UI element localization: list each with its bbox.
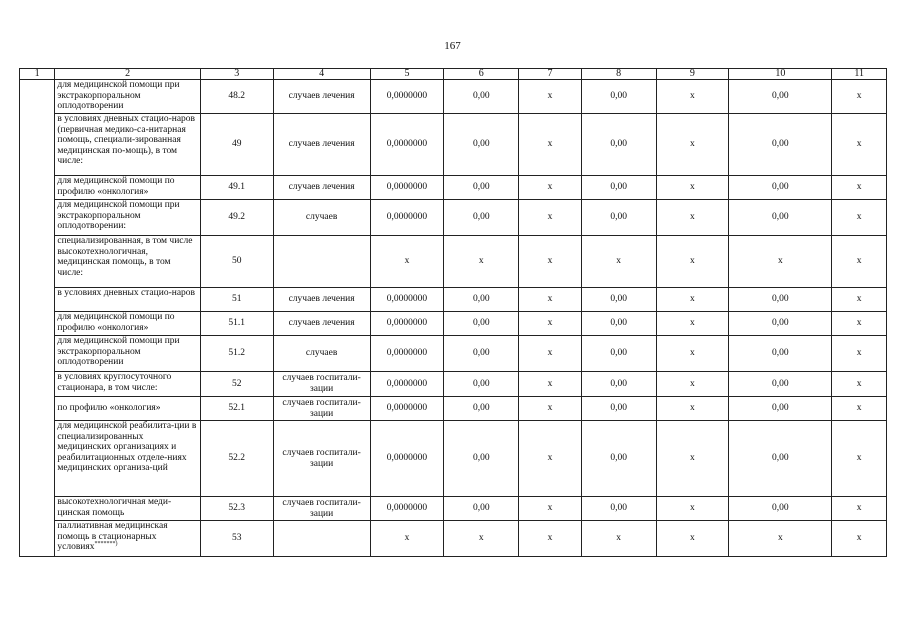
- cell-col10: 0,00: [729, 497, 832, 521]
- column-header: 10: [729, 69, 832, 80]
- cell-col7: x: [519, 397, 582, 421]
- cell-col5: 0,0000000: [370, 497, 444, 521]
- row-number: 51: [200, 288, 273, 312]
- cell-col9: x: [656, 397, 729, 421]
- row-unit: случаев госпитали-зации: [273, 421, 370, 497]
- row-unit: случаев лечения: [273, 288, 370, 312]
- table-row: [20, 336, 887, 372]
- cell-col5: x: [370, 521, 444, 557]
- table-row: [20, 497, 887, 521]
- cell-col6: 0,00: [444, 80, 519, 114]
- cell-col8: 0,00: [581, 497, 656, 521]
- cell-col6: 0,00: [444, 372, 519, 397]
- row-unit: случаев лечения: [273, 114, 370, 176]
- column-header: 5: [370, 69, 444, 80]
- cell-col11: x: [832, 288, 887, 312]
- row-name: специализированная, в том числе высокотехнологичная, медицинская помощь, в том числе:: [55, 236, 201, 288]
- cell-col7: x: [519, 497, 582, 521]
- page-number: 167: [444, 40, 461, 52]
- cell-col9: x: [656, 421, 729, 497]
- cell-col6: x: [444, 521, 519, 557]
- row-number: 49: [200, 114, 273, 176]
- cell-col10: 0,00: [729, 288, 832, 312]
- cell-col8: 0,00: [581, 421, 656, 497]
- cell-col11: x: [832, 497, 887, 521]
- cell-col11: x: [832, 312, 887, 336]
- cell-col10: 0,00: [729, 176, 832, 200]
- data-table: [19, 68, 887, 557]
- column-header: 9: [656, 69, 729, 80]
- cell-col7: x: [519, 176, 582, 200]
- row-unit: [273, 236, 370, 288]
- cell-col11: x: [832, 176, 887, 200]
- row-unit: случаев госпитали-зации: [273, 497, 370, 521]
- row-unit: случаев лечения: [273, 312, 370, 336]
- table-row: [20, 312, 887, 336]
- cell-col10: 0,00: [729, 312, 832, 336]
- cell-col11: x: [832, 114, 887, 176]
- table-row: [20, 176, 887, 200]
- cell-col11: x: [832, 421, 887, 497]
- row-number: 52.3: [200, 497, 273, 521]
- cell-col5: 0,0000000: [370, 114, 444, 176]
- cell-col11: x: [832, 336, 887, 372]
- table-row: [20, 200, 887, 236]
- cell-col5: 0,0000000: [370, 80, 444, 114]
- cell-col7: x: [519, 114, 582, 176]
- footnote-marker: *******): [94, 541, 118, 548]
- cell-col5: 0,0000000: [370, 421, 444, 497]
- cell-col5: 0,0000000: [370, 397, 444, 421]
- cell-col5: x: [370, 236, 444, 288]
- row-unit: случаев лечения: [273, 80, 370, 114]
- row-number: 52.1: [200, 397, 273, 421]
- cell-col9: x: [656, 236, 729, 288]
- cell-col10: 0,00: [729, 372, 832, 397]
- column-header: 4: [273, 69, 370, 80]
- row-name: для медицинской помощи по профилю «онкология»: [55, 312, 201, 336]
- row-name: в условиях круглосуточного стационара, в том числе:: [55, 372, 201, 397]
- cell-col7: x: [519, 288, 582, 312]
- cell-col7: x: [519, 200, 582, 236]
- row-group-cell: [20, 80, 55, 557]
- cell-col6: 0,00: [444, 397, 519, 421]
- row-unit: [273, 521, 370, 557]
- row-unit: случаев госпитали-зации: [273, 397, 370, 421]
- cell-col5: 0,0000000: [370, 200, 444, 236]
- header-row: [20, 69, 887, 80]
- cell-col11: x: [832, 397, 887, 421]
- row-number: 51.1: [200, 312, 273, 336]
- row-unit: случаев: [273, 336, 370, 372]
- cell-col8: 0,00: [581, 336, 656, 372]
- cell-col7: x: [519, 521, 582, 557]
- column-header: 6: [444, 69, 519, 80]
- cell-col8: x: [581, 236, 656, 288]
- cell-col8: 0,00: [581, 114, 656, 176]
- row-number: 49.1: [200, 176, 273, 200]
- table-row: [20, 397, 887, 421]
- cell-col11: x: [832, 200, 887, 236]
- row-name: высокотехнологичная меди-цинская помощь: [55, 497, 201, 521]
- cell-col6: 0,00: [444, 497, 519, 521]
- cell-col8: 0,00: [581, 397, 656, 421]
- cell-col5: 0,0000000: [370, 336, 444, 372]
- cell-col7: x: [519, 312, 582, 336]
- row-name: для медицинской помощи при экстракорпоральном оплодотворении:: [55, 200, 201, 236]
- cell-col11: x: [832, 521, 887, 557]
- cell-col6: 0,00: [444, 312, 519, 336]
- cell-col8: 0,00: [581, 176, 656, 200]
- cell-col7: x: [519, 80, 582, 114]
- row-name: по профилю «онкология»: [55, 397, 201, 421]
- row-name: в условиях дневных стацио-наров: [55, 288, 201, 312]
- cell-col10: x: [729, 521, 832, 557]
- cell-col9: x: [656, 200, 729, 236]
- row-name: в условиях дневных стацио-наров (первичная медико-са-нитарная помощь, специали-зированная медицинская по-мощь), в том числе:: [55, 114, 201, 176]
- row-unit: случаев госпитали-зации: [273, 372, 370, 397]
- cell-col10: 0,00: [729, 336, 832, 372]
- column-header: 7: [519, 69, 582, 80]
- table-row: [20, 80, 887, 114]
- column-header: 3: [200, 69, 273, 80]
- row-unit: случаев: [273, 200, 370, 236]
- cell-col9: x: [656, 372, 729, 397]
- row-name: [55, 521, 201, 557]
- table-row: [20, 372, 887, 397]
- cell-col8: x: [581, 521, 656, 557]
- row-name-text: паллиативная медицинская помощь в стационарных условиях: [57, 521, 168, 553]
- cell-col6: 0,00: [444, 421, 519, 497]
- cell-col6: 0,00: [444, 288, 519, 312]
- cell-col7: x: [519, 372, 582, 397]
- cell-col8: 0,00: [581, 80, 656, 114]
- cell-col8: 0,00: [581, 372, 656, 397]
- cell-col10: 0,00: [729, 200, 832, 236]
- cell-col9: x: [656, 114, 729, 176]
- cell-col11: x: [832, 236, 887, 288]
- cell-col7: x: [519, 336, 582, 372]
- cell-col11: x: [832, 372, 887, 397]
- cell-col7: x: [519, 236, 582, 288]
- row-name: для медицинской помощи по профилю «онкология»: [55, 176, 201, 200]
- cell-col8: 0,00: [581, 288, 656, 312]
- column-header: 2: [55, 69, 201, 80]
- cell-col9: x: [656, 288, 729, 312]
- cell-col5: 0,0000000: [370, 288, 444, 312]
- row-name: для медицинской помощи при экстракорпоральном оплодотворении: [55, 336, 201, 372]
- table-row: [20, 521, 887, 557]
- cell-col10: 0,00: [729, 114, 832, 176]
- cell-col5: 0,0000000: [370, 312, 444, 336]
- cell-col10: x: [729, 236, 832, 288]
- row-unit: случаев лечения: [273, 176, 370, 200]
- cell-col6: x: [444, 236, 519, 288]
- cell-col9: x: [656, 176, 729, 200]
- row-name: для медицинской помощи при экстракорпоральном оплодотворении: [55, 80, 201, 114]
- column-header: 1: [20, 69, 55, 80]
- cell-col9: x: [656, 521, 729, 557]
- cell-col9: x: [656, 80, 729, 114]
- row-number: 51.2: [200, 336, 273, 372]
- row-name: для медицинской реабилита-ции в специализированных медицинских организациях и реабилитационных отделе-ниях медицинских организа-ций: [55, 421, 201, 497]
- column-header: 11: [832, 69, 887, 80]
- cell-col10: 0,00: [729, 421, 832, 497]
- row-number: 52: [200, 372, 273, 397]
- cell-col6: 0,00: [444, 114, 519, 176]
- cell-col11: x: [832, 80, 887, 114]
- row-number: 50: [200, 236, 273, 288]
- cell-col6: 0,00: [444, 200, 519, 236]
- table-row: [20, 421, 887, 497]
- table-row: [20, 114, 887, 176]
- cell-col10: 0,00: [729, 80, 832, 114]
- row-number: 52.2: [200, 421, 273, 497]
- cell-col9: x: [656, 312, 729, 336]
- cell-col8: 0,00: [581, 200, 656, 236]
- cell-col9: x: [656, 336, 729, 372]
- row-number: 48.2: [200, 80, 273, 114]
- cell-col7: x: [519, 421, 582, 497]
- row-number: 49.2: [200, 200, 273, 236]
- cell-col8: 0,00: [581, 312, 656, 336]
- cell-col10: 0,00: [729, 397, 832, 421]
- cell-col5: 0,0000000: [370, 176, 444, 200]
- cell-col5: 0,0000000: [370, 372, 444, 397]
- column-header: 8: [581, 69, 656, 80]
- cell-col6: 0,00: [444, 176, 519, 200]
- cell-col9: x: [656, 497, 729, 521]
- row-number: 53: [200, 521, 273, 557]
- cell-col6: 0,00: [444, 336, 519, 372]
- table-row: [20, 236, 887, 288]
- table-row: [20, 288, 887, 312]
